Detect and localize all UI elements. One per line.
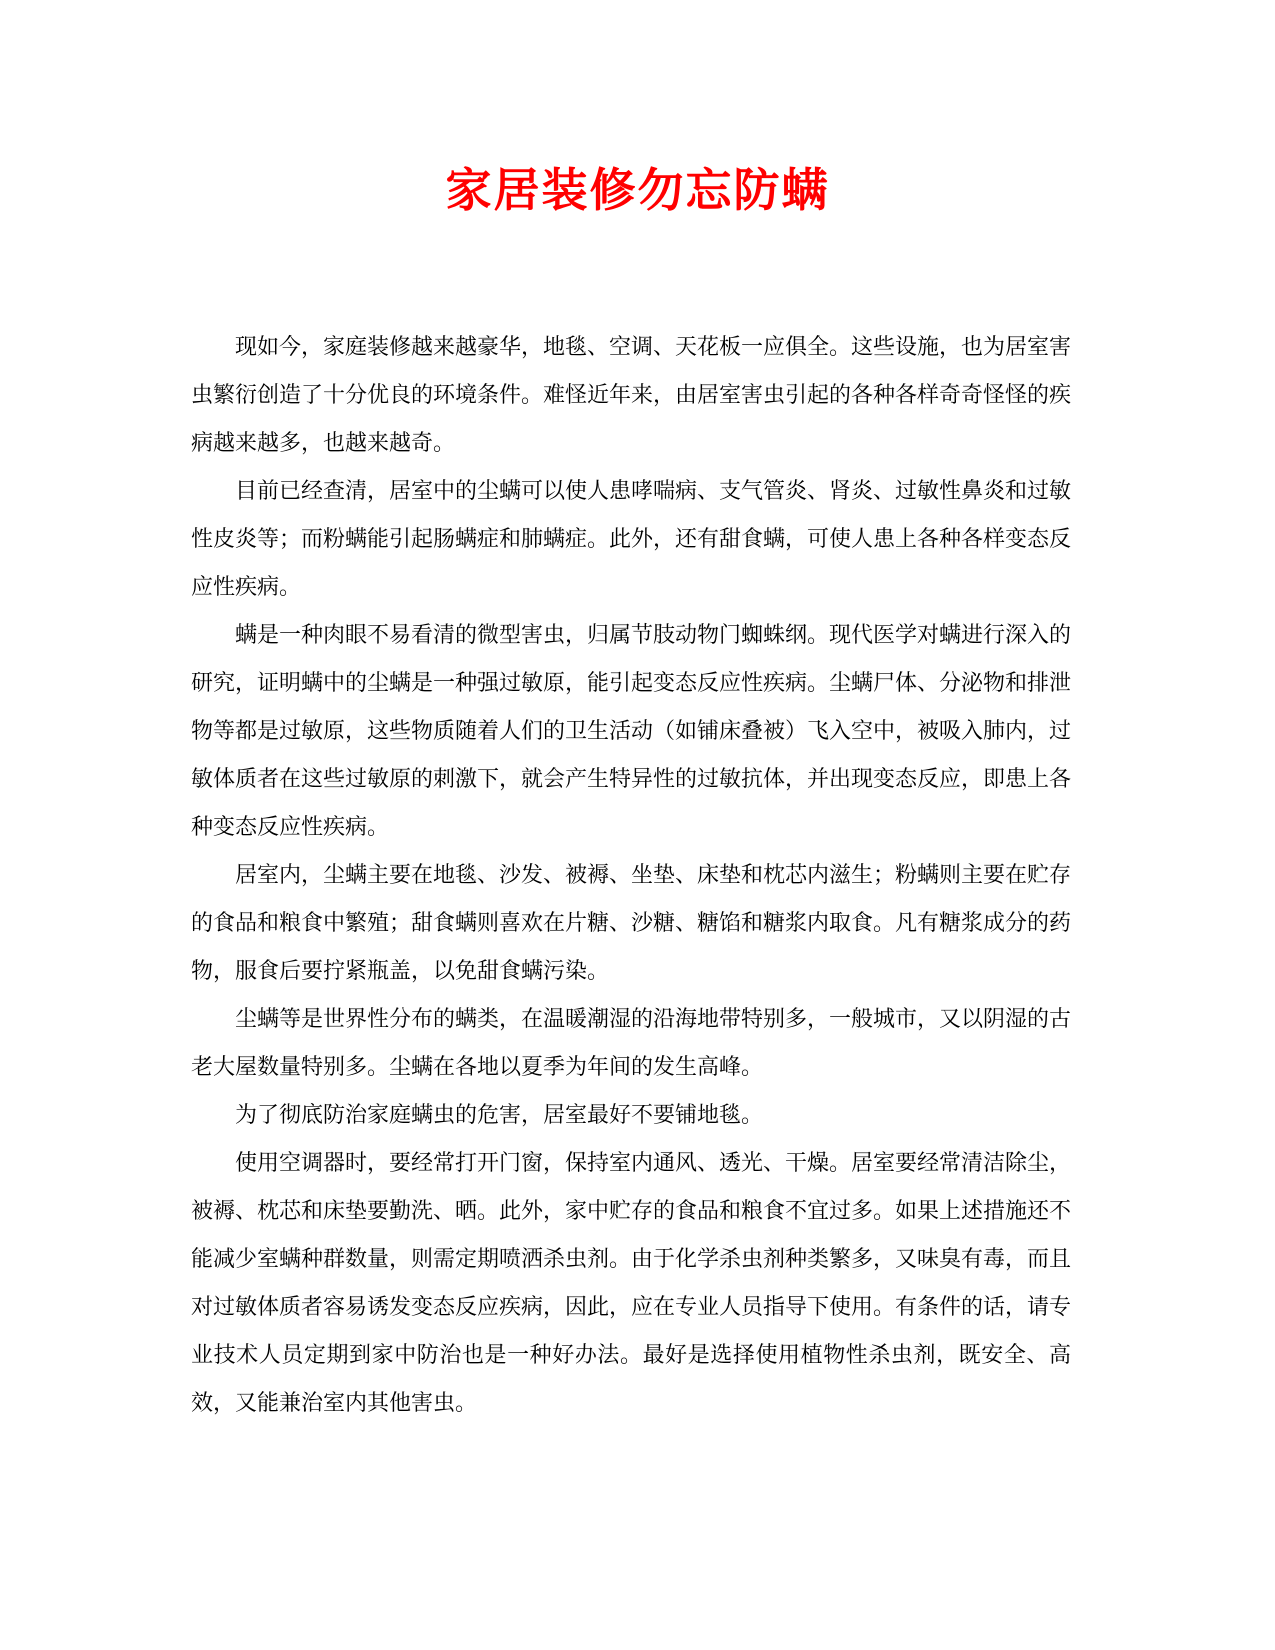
paragraph-6: 为了彻底防治家庭螨虫的危害，居室最好不要铺地毯。 xyxy=(235,1103,764,1128)
document-body xyxy=(191,324,1071,1428)
document-title: 家居装修勿忘防螨 xyxy=(445,163,830,217)
paragraph-5: 尘螨等是世界性分布的螨类，在温暖潮湿的沿海地带特别多，一般城市，又以阴湿的古老大屋数量特别多。尘螨在各地以夏季为年间的发生高峰。 xyxy=(191,1007,1072,1080)
paragraph-7: 使用空调器时，要经常打开门窗，保持室内通风、透光、干燥。居室要经常清洁除尘，被褥、枕芯和床垫要勤洗、晒。此外，家中贮存的食品和粮食不宜过多。如果上述措施还不能减少室螨种群数量，则需定期喷洒杀虫剂。由于化学杀虫剂种类繁多，又味臭有毒，而且对过敏体质者容易诱发变态反应疾病，因此，应在专业人员指导下使用。有条件的话，请专业技术人员定期到家中防治也是一种好办法。最好是选择使用植物性杀虫剂，既安全、高效，又能兼治室内其他害虫。 xyxy=(191,1151,1072,1416)
paragraph-2: 目前已经查清，居室中的尘螨可以使人患哮喘病、支气管炎、肾炎、过敏性鼻炎和过敏性皮炎等；而粉螨能引起肠螨症和肺螨症。此外，还有甜食螨，可使人患上各种各样变态反应性疾病。 xyxy=(191,479,1072,600)
paragraph-1: 现如今，家庭装修越来越豪华，地毯、空调、天花板一应俱全。这些设施，也为居室害虫繁衍创造了十分优良的环境条件。难怪近年来，由居室害虫引起的各种各样奇奇怪怪的疾病越来越多，也越来越奇。 xyxy=(191,335,1072,456)
paragraph-3: 螨是一种肉眼不易看清的微型害虫，归属节肢动物门蜘蛛纲。现代医学对螨进行深入的研究，证明螨中的尘螨是一种强过敏原，能引起变态反应性疾病。尘螨尸体、分泌物和排泄物等都是过敏原，这些物质随着人们的卫生活动（如铺床叠被）飞入空中，被吸入肺内，过敏体质者在这些过敏原的刺激下，就会产生特异性的过敏抗体，并出现变态反应，即患上各种变态反应性疾病。 xyxy=(191,623,1072,840)
paragraph-4: 居室内，尘螨主要在地毯、沙发、被褥、坐垫、床垫和枕芯内滋生；粉螨则主要在贮存的食品和粮食中繁殖；甜食螨则喜欢在片糖、沙糖、糖馅和糖浆内取食。凡有糖浆成分的药物，服食后要拧紧瓶盖，以免甜食螨污染。 xyxy=(191,863,1072,984)
